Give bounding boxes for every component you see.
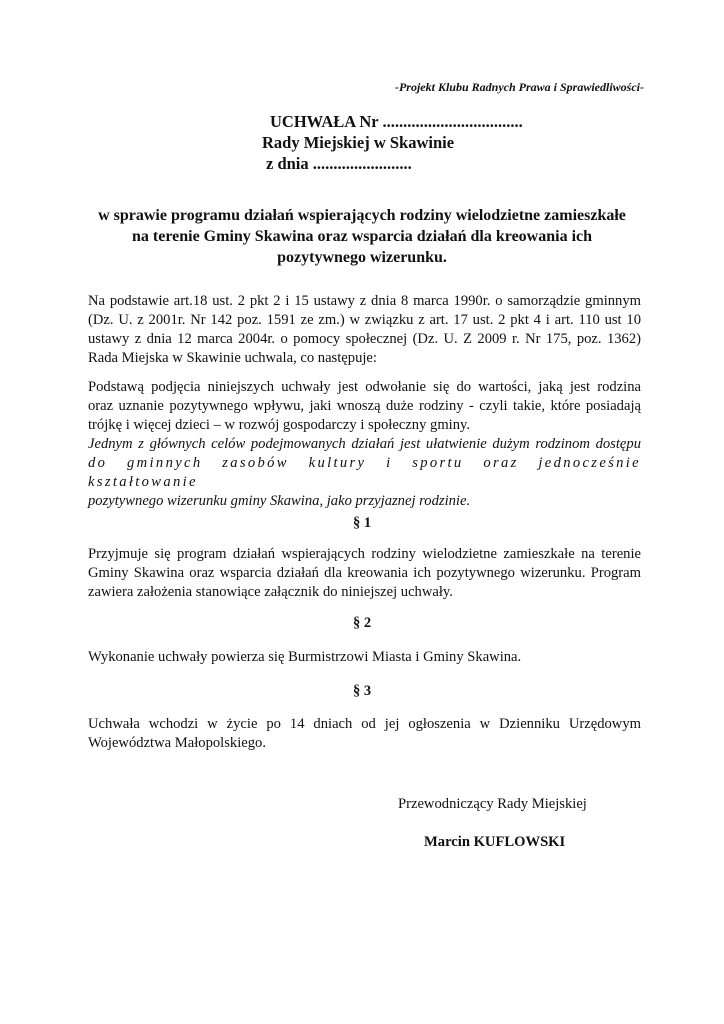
section-1-heading: § 1 bbox=[352, 515, 372, 531]
text-line: (Dz. U. z 2001r. Nr 142 poz. 1591 ze zm.) w związku z art. 17 ust. 2 pkt 4 i art. 110 ust 10 bbox=[88, 312, 641, 328]
signature-name: Marcin KUFLOWSKI bbox=[424, 834, 566, 850]
title-line: pozytywnego wizerunku. bbox=[277, 249, 447, 266]
section-1-text bbox=[88, 545, 641, 602]
resolution-number: UCHWAŁA Nr .................................. bbox=[270, 112, 523, 131]
resolution-date: z dnia ........................ bbox=[266, 154, 412, 173]
italic-text-line: pozytywnego wizerunku gminy Skawina, jako przyjaznej rodzinie. bbox=[88, 493, 471, 509]
italic-text-line: do gminnych zasobów kultury i sportu oraz jednocześnie kształtowanie bbox=[88, 455, 641, 490]
project-note: -Projekt Klubu Radnych Prawa i Sprawiedliwości- bbox=[394, 80, 644, 94]
section-3-heading: § 3 bbox=[352, 683, 372, 699]
justification-paragraph bbox=[88, 378, 641, 511]
title-line: w sprawie programu działań wspierających rodziny wielodzietne zamieszkałe bbox=[98, 207, 626, 224]
council-name: Rady Miejskiej w Skawinie bbox=[262, 133, 455, 152]
text-line: zawiera założenia stanowiące załącznik do niniejszej uchwały. bbox=[88, 584, 453, 600]
signature-role: Przewodniczący Rady Miejskiej bbox=[398, 796, 587, 812]
resolution-title bbox=[60, 205, 664, 268]
text-line: trójkę i więcej dzieci – w rozwój gospodarczy i społeczny gminy. bbox=[88, 417, 471, 433]
section-2-text: Wykonanie uchwały powierza się Burmistrzowi Miasta i Gminy Skawina. bbox=[88, 649, 522, 665]
text-line: Województwa Małopolskiego. bbox=[88, 735, 266, 751]
text-line: Na podstawie art.18 ust. 2 pkt 2 i 15 ustawy z dnia 8 marca 1990r. o samorządzie gminnym bbox=[88, 293, 641, 309]
legal-basis-paragraph bbox=[88, 292, 641, 368]
section-2-heading: § 2 bbox=[352, 615, 372, 631]
text-line: oraz uznanie pozytywnego wpływu, jaki wnoszą duże rodziny - czyli takie, które posiadają bbox=[88, 398, 641, 414]
text-line: Rada Miejska w Skawinie uchwala, co następuje: bbox=[88, 350, 377, 366]
text-line: Uchwała wchodzi w życie po 14 dniach od jej ogłoszenia w Dzienniku Urzędowym bbox=[88, 716, 641, 732]
italic-text-line: Jednym z głównych celów podejmowanych działań jest ułatwienie dużym rodzinom dostępu bbox=[88, 436, 641, 452]
text-line: Przyjmuje się program działań wspierających rodziny wielodzietne zamieszkałe na terenie bbox=[88, 546, 641, 562]
title-line: na terenie Gminy Skawina oraz wsparcia działań dla kreowania ich bbox=[131, 228, 593, 245]
section-3-text bbox=[88, 715, 641, 753]
text-line: Gminy Skawina oraz wsparcia działań dla kreowania ich pozytywnego wizerunku. Program bbox=[88, 565, 641, 581]
text-line: ustawy z dnia 12 marca 2004r. o pomocy społecznej (Dz. U. Z 2009 r. Nr 175, poz. 1362) bbox=[88, 331, 641, 347]
text-line: Podstawą podjęcia niniejszych uchwały jest odwołanie się do wartości, jaką jest rodzina bbox=[88, 379, 641, 395]
